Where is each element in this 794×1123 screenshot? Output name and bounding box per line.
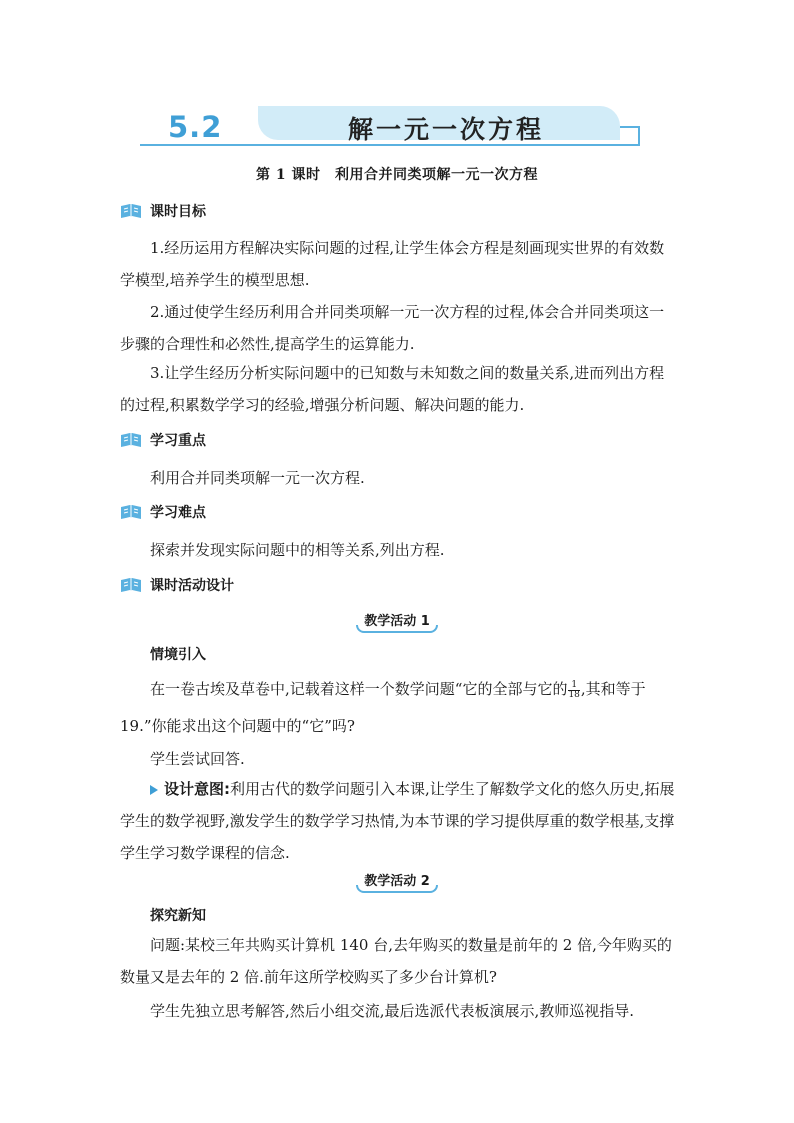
intent-text: 利用古代的数学问题引入本课,让学生了解数学文化的悠久历史,拓展学生的数学视野,激发学生的数学学习热情,为本节课的学习提供厚重的数学根基,支撑学生学习数学课程的信念.	[120, 780, 675, 862]
objective-item-3: 3.让学生经历分析实际问题中的已知数与未知数之间的数量关系,进而列出方程的过程,积累数学学习的经验,增强分析问题、解决问题的能力.	[120, 364, 665, 414]
triangle-arrow-icon	[150, 785, 158, 795]
chapter-number: 5.2	[168, 110, 223, 144]
section-label: 学习难点	[150, 505, 206, 521]
book-icon	[120, 576, 142, 594]
section-label: 课时目标	[150, 204, 206, 220]
section-design-heading	[120, 574, 234, 596]
activity-2-problem: 问题:某校三年共购买计算机 140 台,去年购买的数量是前年的 2 倍,今年购买的数量又是去年的 2 倍.前年这所学校购买了多少台计算机?	[120, 936, 672, 986]
activity-2-tag	[0, 870, 794, 893]
activity-1-student: 学生尝试回答.	[150, 750, 245, 768]
activity-label: 教学活动 1	[358, 610, 436, 633]
fraction-numerator: 1	[568, 681, 579, 691]
chapter-banner	[140, 104, 656, 154]
book-icon	[120, 503, 142, 521]
banner-underline-end	[638, 126, 640, 146]
problem-text: 在一卷古埃及草卷中,记载着这样一个数学问题“它的全部与它的	[150, 680, 568, 698]
section-objectives-heading	[120, 200, 206, 222]
chapter-title: 解一元一次方程	[348, 115, 545, 144]
activity-2-student: 学生先独立思考解答,然后小组交流,最后选派代表板演展示,教师巡视指导.	[150, 1002, 635, 1020]
section-label: 课时活动设计	[150, 578, 234, 594]
key-points-text: 利用合并同类项解一元一次方程.	[150, 469, 365, 487]
banner-underline-cap	[620, 126, 640, 128]
difficulties-text: 探索并发现实际问题中的相等关系,列出方程.	[150, 541, 445, 559]
section-label: 学习重点	[150, 433, 206, 449]
activity-1-problem-line1	[150, 678, 646, 700]
activity-1-tag	[0, 610, 794, 633]
fraction-denominator: 18	[568, 689, 580, 700]
intent-label: 设计意图:	[164, 780, 230, 798]
objective-item-1: 1.经历运用方程解决实际问题的过程,让学生体会方程是刻画现实世界的有效数学模型,培养学生的模型思想.	[120, 239, 665, 289]
objective-item-2: 2.通过使学生经历利用合并同类项解一元一次方程的过程,体会合并同类项这一步骤的合理性和必然性,提高学生的运算能力.	[120, 303, 665, 353]
section-difficulties-heading	[120, 501, 206, 523]
activity-1-heading: 情境引入	[150, 647, 206, 663]
problem-text-tail: ,其和等于	[580, 680, 646, 698]
activity-1-problem-line2: 19.”你能求出这个问题中的“它”吗?	[120, 717, 355, 735]
activity-label: 教学活动 2	[358, 870, 436, 893]
book-icon	[120, 431, 142, 449]
fraction-one-eighteenth	[568, 681, 579, 700]
book-icon	[120, 202, 142, 220]
section-key-points-heading	[120, 429, 206, 451]
activity-1-intent	[120, 773, 676, 869]
lesson-title: 第 1 课时 利用合并同类项解一元一次方程	[256, 167, 538, 183]
activity-2-heading: 探究新知	[150, 908, 206, 924]
